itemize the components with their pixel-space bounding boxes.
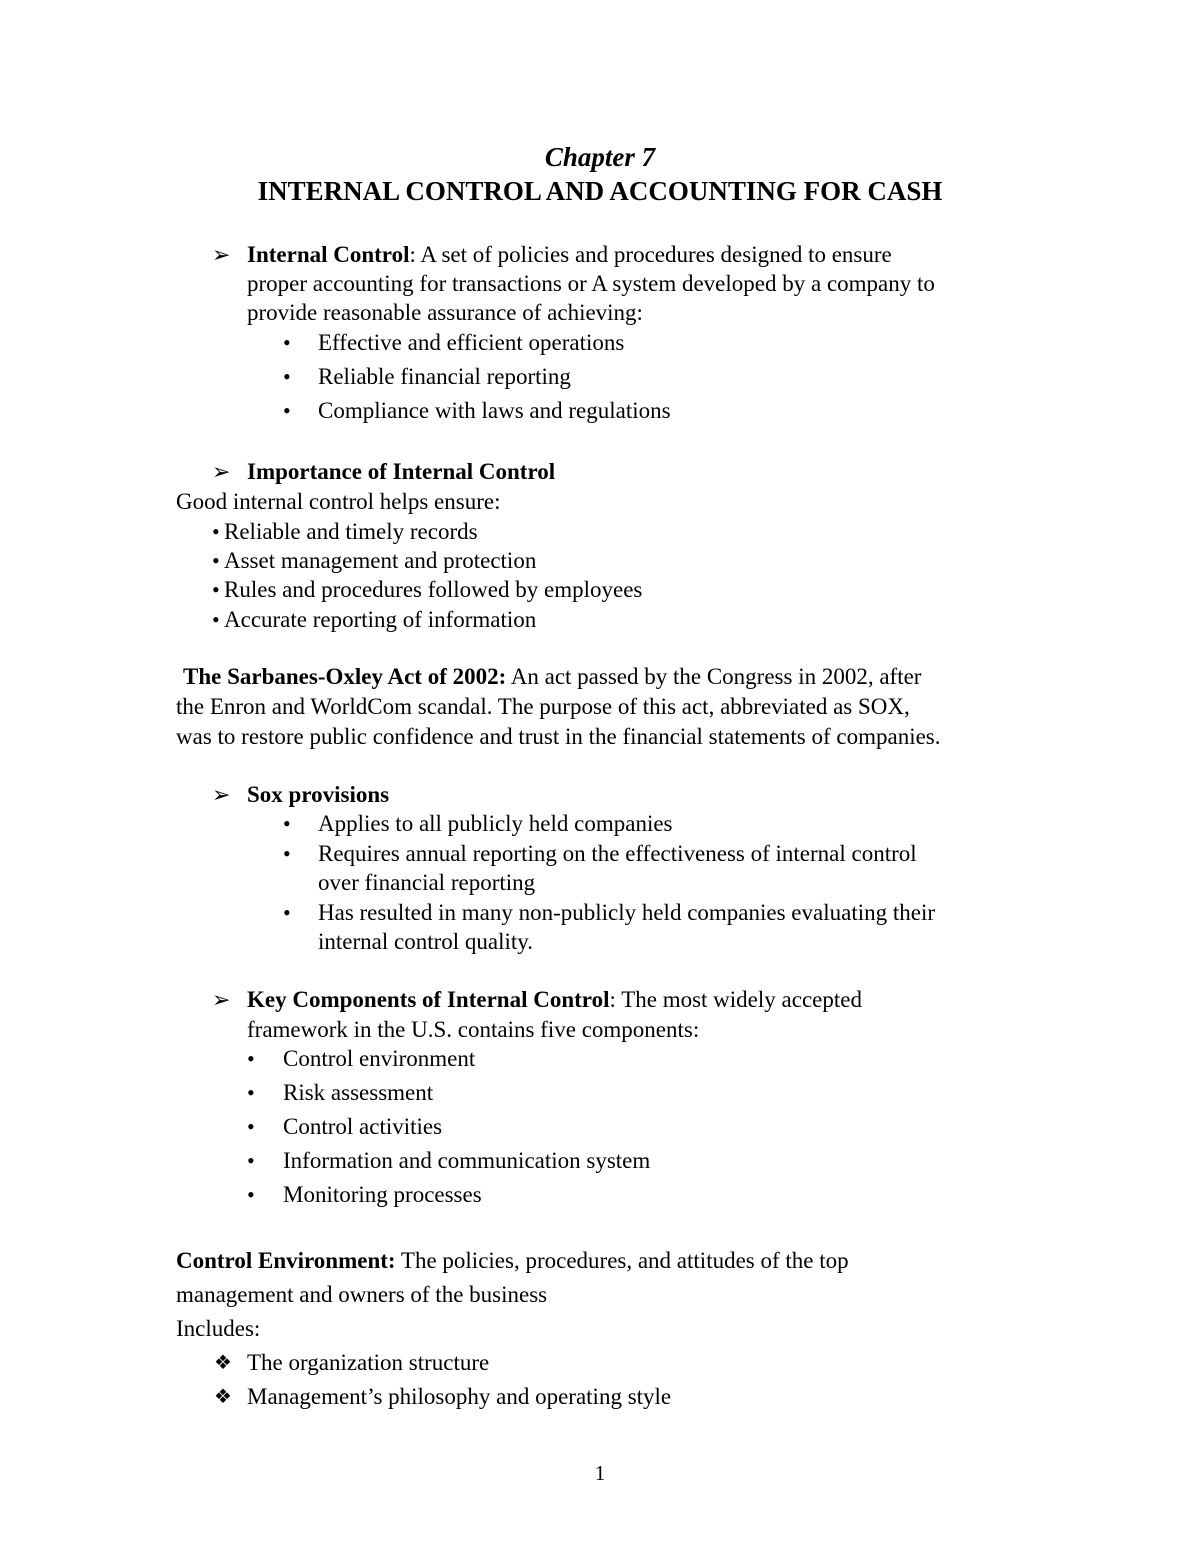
includes-label: Includes: <box>176 1316 261 1341</box>
list-item: Accurate reporting of information <box>224 607 537 632</box>
list-item: Applies to all publicly held companies <box>318 811 673 836</box>
chapter-label: Chapter 7 <box>544 142 656 172</box>
bullet-icon: • <box>212 519 220 544</box>
list-item: Risk assessment <box>283 1080 434 1105</box>
arrow-bullet-icon: ➢ <box>212 242 231 267</box>
key-components-term: Key Components of Internal Control <box>247 987 610 1012</box>
bullet-icon: • <box>283 841 291 866</box>
sox-definition: The Sarbanes-Oxley Act of 2002: An act passed by the Congress in 2002, after <box>183 664 922 689</box>
control-environment-term: Control Environment: <box>176 1248 396 1273</box>
list-item: Has resulted in many non-publicly held companies evaluating their <box>318 900 936 925</box>
control-environment-definition: Control Environment: The policies, procedures, and attitudes of the top <box>176 1248 849 1273</box>
list-item: Reliable and timely records <box>224 519 478 544</box>
bullet-icon: • <box>247 1114 255 1139</box>
arrow-bullet-icon: ➢ <box>212 782 231 807</box>
list-item: Information and communication system <box>283 1148 651 1173</box>
list-item: Rules and procedures followed by employees <box>224 577 643 602</box>
bullet-icon: • <box>283 364 291 389</box>
key-components-definition: Key Components of Internal Control: The most widely accepted <box>247 987 862 1012</box>
bullet-icon: • <box>212 548 220 573</box>
importance-intro: Good internal control helps ensure: <box>176 489 501 514</box>
list-item: Control environment <box>283 1046 476 1071</box>
page-number: 1 <box>594 1461 606 1485</box>
text-line: provide reasonable assurance of achieving: <box>247 300 643 325</box>
text-line: proper accounting for transactions or A system developed by a company to <box>247 271 935 296</box>
bullet-icon: • <box>247 1046 255 1071</box>
list-item: Requires annual reporting on the effectiveness of internal control <box>318 841 917 866</box>
bullet-icon: • <box>247 1080 255 1105</box>
arrow-bullet-icon: ➢ <box>212 987 231 1012</box>
list-item-continuation: internal control quality. <box>318 929 534 954</box>
list-item: Asset management and protection <box>224 548 537 573</box>
internal-control-term: Internal Control <box>247 242 410 267</box>
bullet-icon: • <box>212 607 220 632</box>
bullet-icon: • <box>212 577 220 602</box>
list-item: The organization structure <box>247 1350 490 1375</box>
bullet-icon: • <box>283 330 291 355</box>
list-item: Management’s philosophy and operating style <box>247 1384 672 1409</box>
importance-heading: Importance of Internal Control <box>247 459 556 484</box>
sox-term: The Sarbanes-Oxley Act of 2002: <box>183 664 507 689</box>
bullet-icon: • <box>247 1148 255 1173</box>
bullet-icon: • <box>247 1182 255 1207</box>
text-line: management and owners of the business <box>176 1282 548 1307</box>
list-item: Reliable financial reporting <box>318 364 571 389</box>
page-title: INTERNAL CONTROL AND ACCOUNTING FOR CASH <box>257 176 943 206</box>
bullet-icon: • <box>283 398 291 423</box>
internal-control-definition: Internal Control: A set of policies and procedures designed to ensure <box>247 242 892 267</box>
diamond-bullet-icon: ❖ <box>214 1352 232 1374</box>
bullet-icon: • <box>283 811 291 836</box>
text-line: was to restore public confidence and trust in the financial statements of companies. <box>176 724 941 749</box>
list-item: Effective and efficient operations <box>318 330 625 355</box>
list-item: Monitoring processes <box>283 1182 482 1207</box>
text-line: framework in the U.S. contains five components: <box>247 1017 700 1042</box>
sox-provisions-heading: Sox provisions <box>247 782 390 807</box>
bullet-icon: • <box>283 900 291 925</box>
text-line: the Enron and WorldCom scandal. The purpose of this act, abbreviated as SOX, <box>176 694 910 719</box>
diamond-bullet-icon: ❖ <box>214 1386 232 1408</box>
arrow-bullet-icon: ➢ <box>212 459 231 484</box>
list-item: Compliance with laws and regulations <box>318 398 671 423</box>
list-item-continuation: over financial reporting <box>318 870 536 895</box>
list-item: Control activities <box>283 1114 443 1139</box>
